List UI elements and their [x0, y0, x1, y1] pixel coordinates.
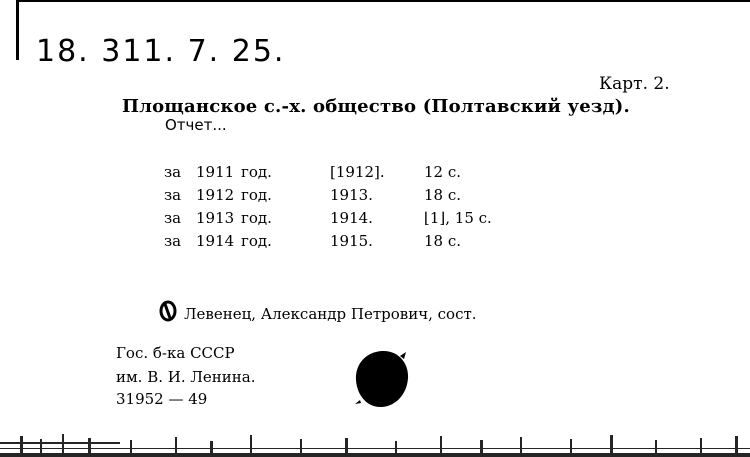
- row-year: 1913: [196, 209, 235, 227]
- card-number: Карт. 2.: [599, 74, 670, 94]
- row-pub-year: [1912].: [330, 163, 385, 181]
- library-subtitle: им. В. И. Ленина.: [116, 368, 256, 386]
- row-pages: 18 с.: [424, 186, 462, 204]
- row-pages: 18 с.: [424, 232, 462, 250]
- library-name: Гос. б-ка СССР: [116, 344, 235, 362]
- row-god: год.: [241, 232, 272, 250]
- row-prep: за: [164, 163, 182, 181]
- row-pages: 12 с.: [424, 163, 462, 181]
- author-mark-icon: [158, 300, 178, 322]
- card-border-top: [16, 0, 750, 2]
- author-line: [158, 300, 477, 323]
- row-god: год.: [241, 163, 272, 181]
- row-year: 1914: [196, 232, 235, 250]
- row-pub-year: 1914.: [330, 209, 373, 227]
- card-subtitle: Отчет...: [165, 116, 227, 134]
- author-name: Левенец, Александр Петрович, сост.: [184, 305, 477, 323]
- row-year: 1911: [196, 163, 235, 181]
- row-year: 1912: [196, 186, 235, 204]
- row-prep: за: [164, 232, 182, 250]
- row-pub-year: 1913.: [330, 186, 373, 204]
- ink-blot-stamp-icon: [352, 348, 412, 410]
- shelfmark: 18. 311. 7. 25.: [36, 34, 286, 69]
- card-border-left: [16, 0, 19, 60]
- row-god: год.: [241, 186, 272, 204]
- row-god: год.: [241, 209, 272, 227]
- library-code: 31952 — 49: [116, 390, 208, 408]
- card-title: Площанское с.-х. общество (Полтавский уезд).: [122, 96, 630, 117]
- row-prep: за: [164, 186, 182, 204]
- row-prep: за: [164, 209, 182, 227]
- row-pub-year: 1915.: [330, 232, 373, 250]
- row-pages: ⌊1⌋, 15 с.: [424, 209, 492, 227]
- scan-noise-bottom-edge: [0, 428, 750, 457]
